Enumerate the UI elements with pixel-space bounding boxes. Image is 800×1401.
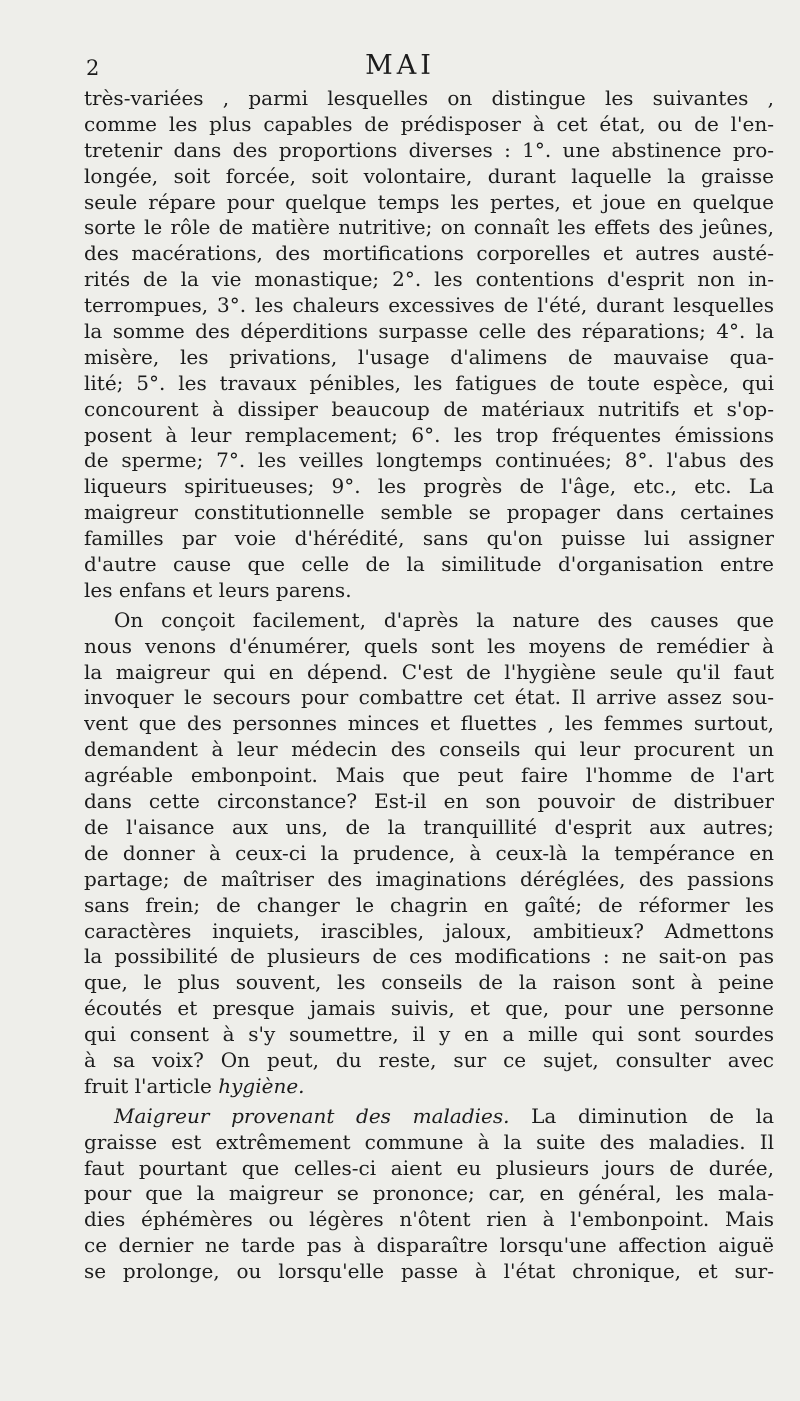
text-line: partage; de maîtriser des imaginations déréglées, des passions [84, 866, 774, 891]
text-line: à sa voix? On peut, du reste, sur ce sujet, consulter avec [84, 1047, 774, 1072]
page-header [0, 50, 800, 90]
text-line: lité; 5°. les travaux pénibles, les fatigues de toute espèce, qui [84, 370, 774, 395]
text-line: misère, les privations, l'usage d'alimens de mauvaise qua- [84, 344, 774, 369]
running-head: MAI [365, 50, 435, 81]
text-line: la possibilité de plusieurs de ces modifications : ne sait-on pas [84, 944, 774, 969]
text-line: dans cette circonstance? Est-il en son pouvoir de distribuer [84, 789, 774, 814]
text-line [84, 1074, 774, 1100]
body-text [84, 86, 774, 1285]
text-line: que, le plus souvent, les conseils de la raison sont à peine [84, 970, 774, 995]
text-line: rités de la vie monastique; 2°. les contentions d'esprit non in- [84, 267, 774, 292]
text-line: maigreur constitutionnelle semble se propager dans certaines [84, 500, 774, 525]
text-line: posent à leur remplacement; 6°. les trop fréquentes émissions [84, 422, 774, 447]
text-line: qui consent à s'y soumettre, il y en a mille qui sont sourdes [84, 1022, 774, 1047]
text-line: concourent à dissiper beaucoup de matériaux nutritifs et s'op- [84, 396, 774, 421]
text-line: longée, soit forcée, soit volontaire, durant laquelle la graisse [84, 163, 774, 188]
text-line: seule répare pour quelque temps les pertes, et joue en quelque [84, 189, 774, 214]
text-line: ce dernier ne tarde pas à disparaître lorsqu'une affection aiguë [84, 1233, 774, 1258]
text-line: de l'aisance aux uns, de la tranquillité d'esprit aux autres; [84, 814, 774, 839]
text-line: des macérations, des mortifications corporelles et autres austé- [84, 241, 774, 266]
line-segment: fruit l'article [84, 1073, 219, 1098]
text-line: invoquer le secours pour combattre cet état. Il arrive assez sou- [84, 685, 774, 710]
text-line: demandent à leur médecin des conseils qui leur procurent un [84, 737, 774, 762]
line-segment: La diminution de la [509, 1103, 774, 1128]
text-line: comme les plus capables de prédisposer à cet état, ou de l'en- [84, 111, 774, 136]
text-line: graisse est extrêmement commune à la suite des maladies. Il [84, 1129, 774, 1154]
text-line: de sperme; 7°. les veilles longtemps continuées; 8°. l'abus des [84, 448, 774, 473]
text-line: caractères inquiets, irascibles, jaloux, ambitieux? Admettons [84, 918, 774, 943]
text-line: très-variées , parmi lesquelles on distingue les suivantes , [84, 86, 774, 110]
page-number: 2 [86, 56, 100, 80]
text-line: nous venons d'énumérer, quels sont les moyens de remédier à [84, 633, 774, 658]
text-line: On conçoit facilement, d'après la nature des causes que [114, 607, 774, 632]
text-line: pour que la maigreur se prononce; car, en général, les mala- [84, 1181, 774, 1206]
text-line: sorte le rôle de matière nutritive; on connaît les effets des jeûnes, [84, 215, 774, 240]
section-heading: Maigreur provenant des maladies. [114, 1103, 510, 1128]
text-line: la maigreur qui en dépend. C'est de l'hygiène seule qu'il faut [84, 659, 774, 684]
text-line: écoutés et presque jamais suivis, et que, pour une personne [84, 996, 774, 1021]
italic-term: hygiène. [218, 1073, 305, 1098]
text-line: de donner à ceux-ci la prudence, à ceux-là la tempérance en [84, 840, 774, 865]
text-line: dies éphémères ou légères n'ôtent rien à l'embonpoint. Mais [84, 1207, 774, 1232]
text-line: sans frein; de changer le chagrin en gaîté; de réformer les [84, 892, 774, 917]
text-line [84, 1104, 774, 1130]
text-line: tretenir dans des proportions diverses : 1°. une abstinence pro- [84, 137, 774, 162]
text-line: terrompues, 3°. les chaleurs excessives de l'été, durant lesquelles [84, 293, 774, 318]
text-line: les enfans et leurs parens. [84, 577, 352, 602]
text-line: se prolonge, ou lorsqu'elle passe à l'état chronique, et sur- [84, 1259, 774, 1284]
text-line: la somme des déperditions surpasse celle des réparations; 4°. la [84, 319, 774, 344]
text-line: vent que des personnes minces et fluettes , les femmes surtout, [84, 711, 774, 736]
text-line: faut pourtant que celles-ci aient eu plusieurs jours de durée, [84, 1155, 774, 1180]
text-line: d'autre cause que celle de la similitude d'organisation entre [84, 552, 774, 577]
text-line: liqueurs spiritueuses; 9°. les progrès de l'âge, etc., etc. La [84, 474, 774, 499]
text-line: familles par voie d'hérédité, sans qu'on puisse lui assigner [84, 526, 774, 551]
text-line: agréable embonpoint. Mais que peut faire l'homme de l'art [84, 763, 774, 788]
